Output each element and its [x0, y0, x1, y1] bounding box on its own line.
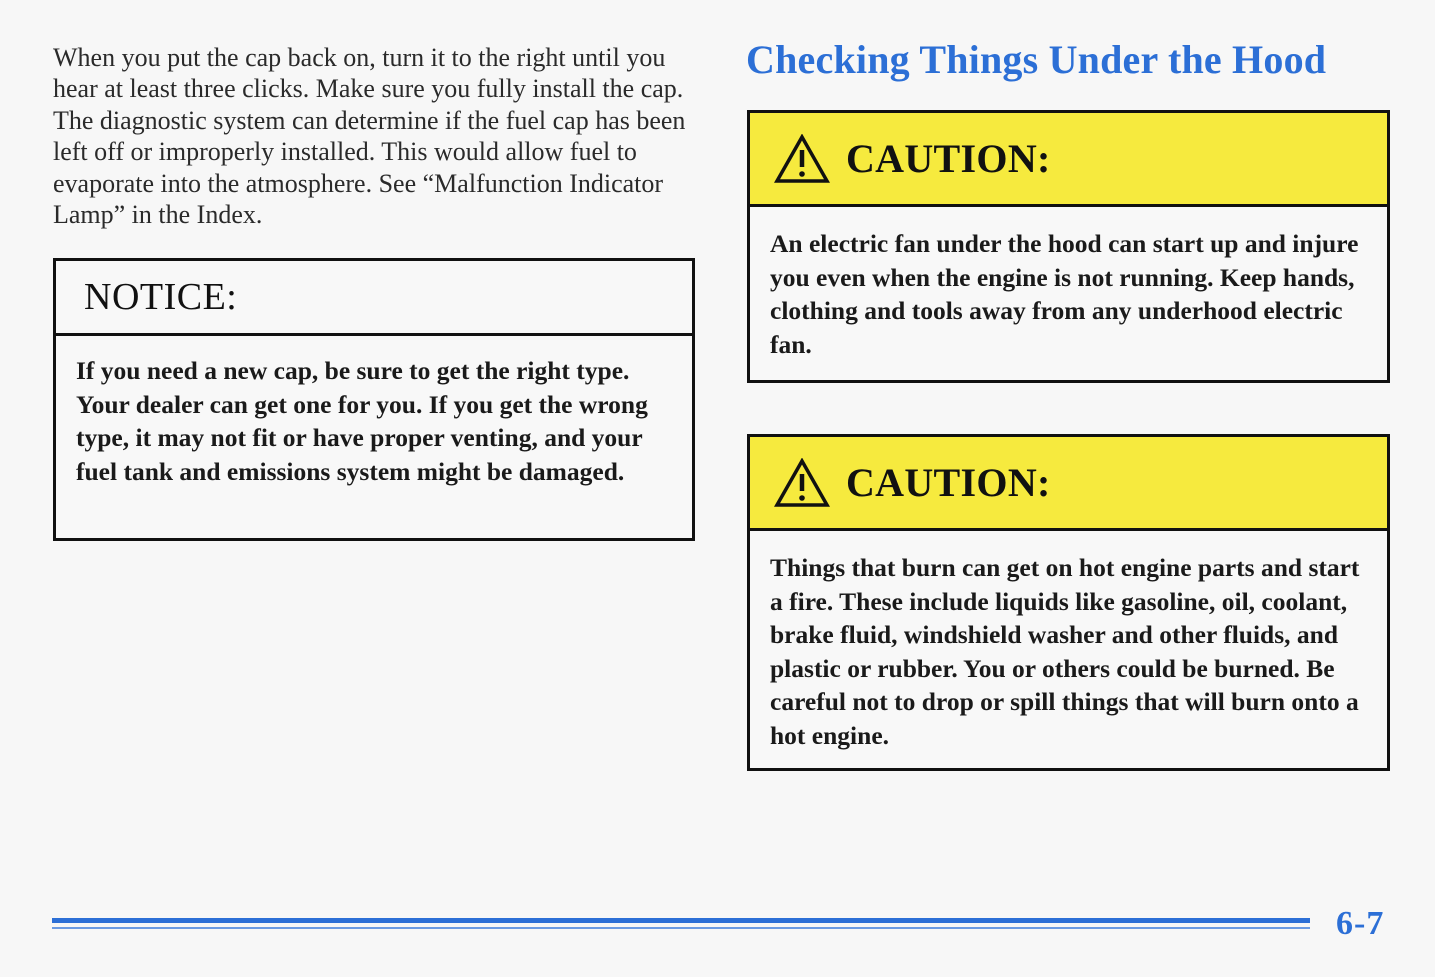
warning-triangle-icon — [774, 134, 830, 184]
notice-title: NOTICE: — [84, 276, 238, 318]
warning-triangle-icon — [774, 458, 830, 508]
caution-body: An electric fan under the hood can start up and injure you even when the engine is not running. Keep hands, clothing and tools away from any underhood electric fan. — [770, 229, 1359, 359]
caution-body: Things that burn can get on hot engine parts and start a fire. These include liquids like gasoline, oil, coolant, brake fluid, windshield washer and other fluids, and plastic or rubber. You or others could be burned. Be careful not to drop or spill things that will burn onto a hot engine. — [770, 553, 1360, 750]
notice-header — [56, 261, 692, 336]
footer-rule — [52, 912, 1310, 934]
intro-paragraph: When you put the cap back on, turn it to the right until you hear at least three clicks. Make sure you fully install the cap. The diagnostic system can determine if the fuel cap has been left off or improperly installed. This would allow fuel to evaporate into the atmosphere. See “Malfunction Indicator Lamp” in the Index. — [53, 43, 686, 230]
notice-body: If you need a new cap, be sure to get the right type. Your dealer can get one for you. If you get the wrong type, it may not fit or have proper venting, and your fuel tank and emissions system might be damaged. — [76, 356, 648, 486]
caution-box-fire — [747, 434, 1390, 771]
caution-box-fan — [747, 110, 1390, 383]
notice-box — [53, 258, 695, 541]
caution-title: CAUTION: — [846, 136, 1051, 181]
caution-title: CAUTION: — [846, 460, 1051, 505]
section-heading: Checking Things Under the Hood — [746, 37, 1327, 82]
caution-header — [750, 437, 1387, 531]
page-number: 6-7 — [1336, 905, 1385, 942]
caution-header — [750, 113, 1387, 207]
